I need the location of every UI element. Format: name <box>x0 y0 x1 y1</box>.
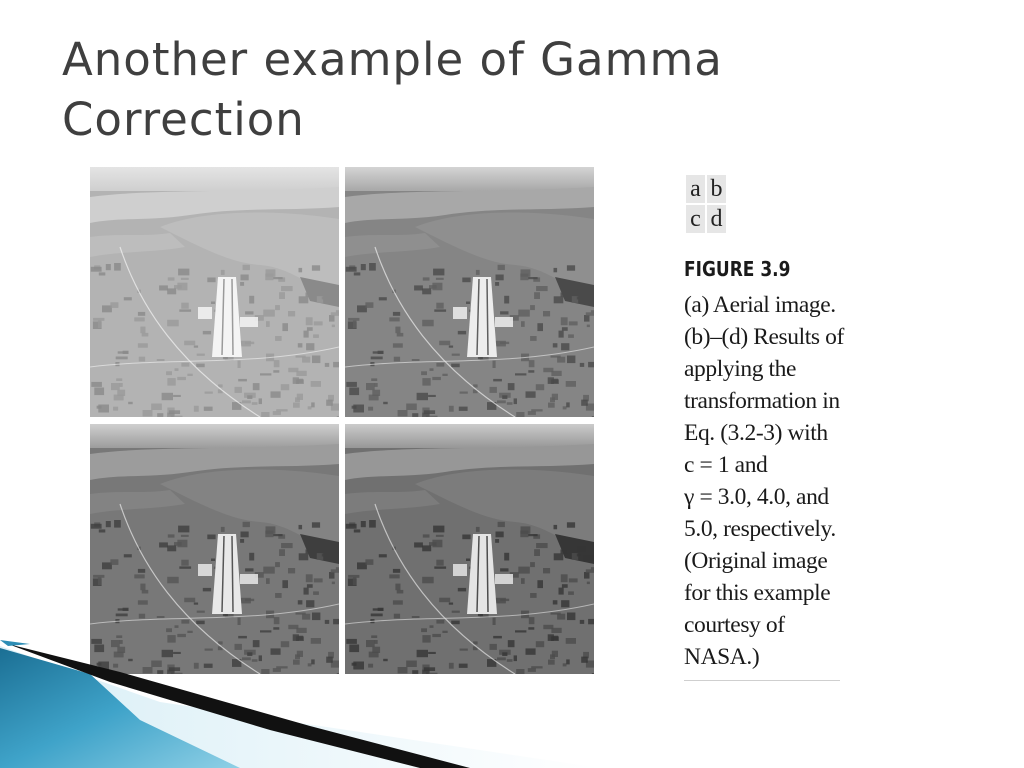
caption-line: Eq. (3.2-3) with <box>684 420 828 446</box>
caption-line: NASA.) <box>684 644 760 670</box>
aerial-photo-d <box>345 424 594 674</box>
caption-line: for this example <box>684 580 831 606</box>
figure-label: FIGURE 3.9 <box>684 257 791 281</box>
aerial-photo-a <box>90 167 339 417</box>
panel-key-c: c <box>686 205 705 233</box>
caption-line: γ = 3.0, 4.0, and <box>684 484 829 510</box>
caption-line: (Original image <box>684 548 828 574</box>
caption-line: (a) Aerial image. <box>684 292 836 318</box>
caption-line: 5.0, respectively. <box>684 516 836 542</box>
caption-line: (b)–(d) Results of <box>684 324 844 350</box>
aerial-photo-c <box>90 424 339 674</box>
caption-divider <box>684 680 840 681</box>
corner-swoosh-decoration <box>0 640 620 768</box>
panel-key-b: b <box>707 175 726 203</box>
slide-title: Another example of Gamma Correction <box>62 33 723 146</box>
caption-line: courtesy of <box>684 612 785 638</box>
aerial-photo-b <box>345 167 594 417</box>
panel-key-table <box>684 173 728 235</box>
caption-line: transformation in <box>684 388 840 414</box>
caption-line: applying the <box>684 356 797 382</box>
panel-key-a: a <box>686 175 705 203</box>
caption-line: c = 1 and <box>684 452 768 478</box>
panel-key-d: d <box>707 205 726 233</box>
figure-caption <box>684 289 854 673</box>
aerial-image-grid <box>90 167 594 674</box>
